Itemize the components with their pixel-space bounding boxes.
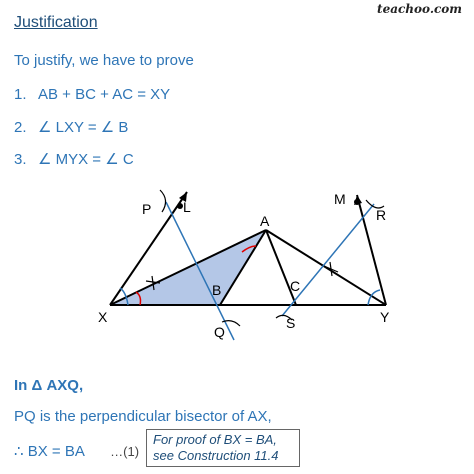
proof-note-box xyxy=(146,429,300,467)
triangle-heading: In Δ AXQ, xyxy=(14,377,84,394)
label-r: R xyxy=(376,207,387,223)
label-b: B xyxy=(212,282,222,298)
label-y: Y xyxy=(380,309,390,325)
section-title: Justification xyxy=(14,14,98,31)
label-x: X xyxy=(98,309,108,325)
item-text: ∠ LXY = ∠ B xyxy=(38,119,129,136)
item-text: AB + BC + AC = XY xyxy=(38,86,171,103)
conclusion-text: ∴ BX = BA xyxy=(14,443,84,460)
label-l: L xyxy=(183,199,191,215)
statement-text: PQ is the perpendicular bisector of AX, xyxy=(14,408,272,425)
label-q: Q xyxy=(214,324,225,340)
construction-arc xyxy=(160,190,166,212)
bisector-rs xyxy=(282,204,374,316)
label-m: M xyxy=(334,191,346,207)
item-number: 2. xyxy=(14,119,27,136)
brand-logo: teachoo.com xyxy=(377,2,462,16)
item-number: 1. xyxy=(14,86,27,103)
item-number: 3. xyxy=(14,151,27,168)
note-line-1: For proof of BX = BA, xyxy=(153,432,277,447)
note-line-2: see Construction 11.4 xyxy=(153,448,279,463)
intro-text: To justify, we have to prove xyxy=(14,52,194,69)
equation-ref: …(1) xyxy=(110,444,140,459)
item-text: ∠ MYX = ∠ C xyxy=(38,151,134,168)
label-s: S xyxy=(286,315,296,331)
point-m xyxy=(354,199,360,205)
label-c: C xyxy=(290,278,301,294)
label-a: A xyxy=(260,213,270,229)
label-p: P xyxy=(142,201,152,217)
conclusion-line xyxy=(14,442,139,460)
